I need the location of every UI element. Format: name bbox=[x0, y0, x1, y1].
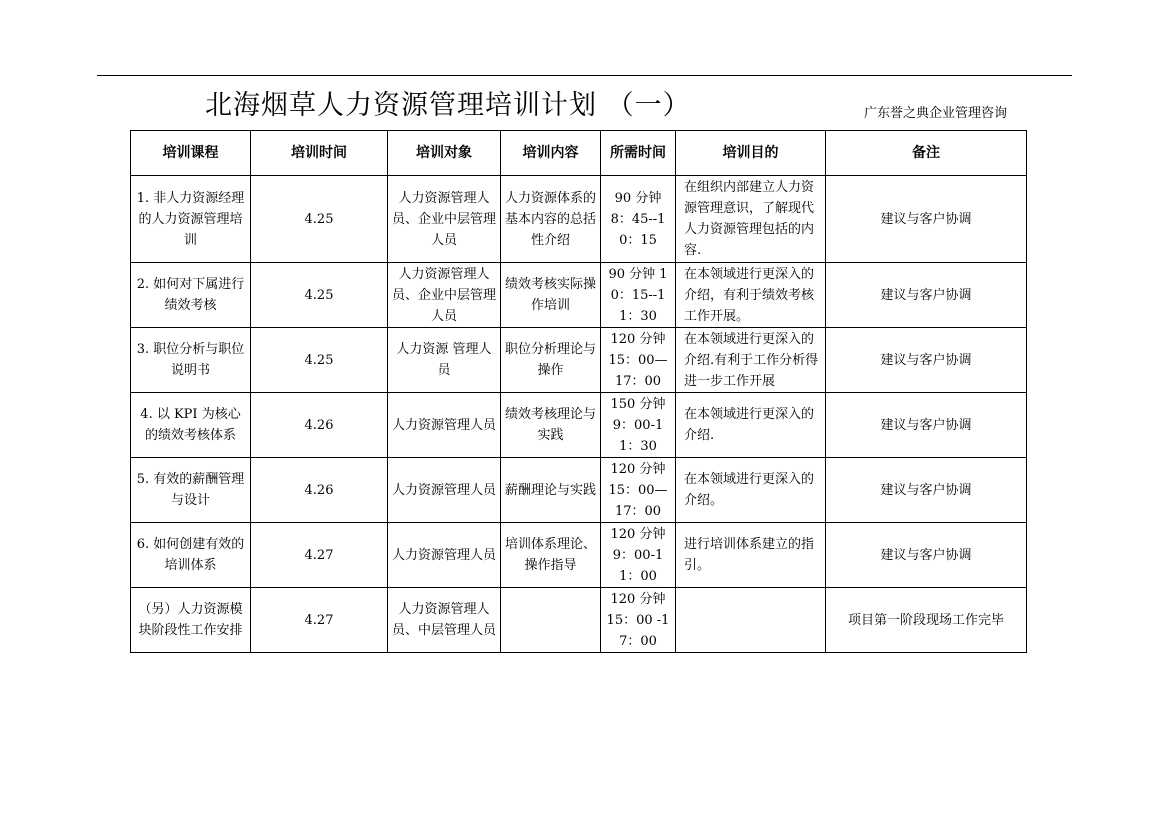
goal-cell: 进行培训体系建立的指引。 bbox=[676, 523, 826, 588]
audience-cell: 人力资源管理人员 bbox=[388, 393, 501, 458]
date-cell: 4.25 bbox=[251, 176, 388, 263]
table-row bbox=[131, 588, 1027, 653]
duration-cell: 90 分钟 10：15--11：30 bbox=[601, 263, 676, 328]
content-cell: 培训体系理论、操作指导 bbox=[501, 523, 601, 588]
header-audience: 培训对象 bbox=[388, 131, 501, 176]
duration-cell: 120 分钟 9：00-11：00 bbox=[601, 523, 676, 588]
note-cell: 建议与客户协调 bbox=[826, 393, 1027, 458]
note-cell: 建议与客户协调 bbox=[826, 176, 1027, 263]
content-cell: 薪酬理论与实践 bbox=[501, 458, 601, 523]
header-row bbox=[131, 131, 1027, 176]
note-cell: 建议与客户协调 bbox=[826, 458, 1027, 523]
table-row bbox=[131, 176, 1027, 263]
date-cell: 4.25 bbox=[251, 328, 388, 393]
content-cell: 职位分析理论与操作 bbox=[501, 328, 601, 393]
organization-name: 广东誉之典企业管理咨询 bbox=[864, 106, 1008, 121]
document-title: 北海烟草人力资源管理培训计划 （一） bbox=[205, 90, 691, 121]
header-content: 培训内容 bbox=[501, 131, 601, 176]
note-cell: 建议与客户协调 bbox=[826, 523, 1027, 588]
date-cell: 4.26 bbox=[251, 393, 388, 458]
audience-cell: 人力资源管理人员 bbox=[388, 523, 501, 588]
audience-cell: 人力资源 管理人员 bbox=[388, 328, 501, 393]
content-cell: 人力资源体系的基本内容的总括性介绍 bbox=[501, 176, 601, 263]
table-row bbox=[131, 328, 1027, 393]
table-row bbox=[131, 393, 1027, 458]
top-rule bbox=[97, 75, 1072, 76]
course-cell: 3. 职位分析与职位说明书 bbox=[131, 328, 251, 393]
goal-cell bbox=[676, 588, 826, 653]
goal-cell: 在本领域进行更深入的介绍。 bbox=[676, 458, 826, 523]
table-row bbox=[131, 458, 1027, 523]
goal-cell: 在组织内部建立人力资源管理意识，了解现代人力资源管理包括的内容. bbox=[676, 176, 826, 263]
note-cell: 建议与客户协调 bbox=[826, 328, 1027, 393]
course-cell: 5. 有效的薪酬管理与设计 bbox=[131, 458, 251, 523]
course-cell: 1. 非人力资源经理的人力资源管理培训 bbox=[131, 176, 251, 263]
audience-cell: 人力资源管理人员、企业中层管理人员 bbox=[388, 176, 501, 263]
content-cell bbox=[501, 588, 601, 653]
goal-cell: 在本领域进行更深入的介绍. bbox=[676, 393, 826, 458]
date-cell: 4.26 bbox=[251, 458, 388, 523]
note-cell: 项目第一阶段现场工作完毕 bbox=[826, 588, 1027, 653]
header-goal: 培训目的 bbox=[676, 131, 826, 176]
course-cell: 6. 如何创建有效的培训体系 bbox=[131, 523, 251, 588]
date-cell: 4.25 bbox=[251, 263, 388, 328]
duration-cell: 150 分钟 9：00-11：30 bbox=[601, 393, 676, 458]
audience-cell: 人力资源管理人员、企业中层管理人员 bbox=[388, 263, 501, 328]
goal-cell: 在本领域进行更深入的介绍，有利于绩效考核工作开展。 bbox=[676, 263, 826, 328]
content-cell: 绩效考核理论与实践 bbox=[501, 393, 601, 458]
duration-cell: 90 分钟 8：45--10：15 bbox=[601, 176, 676, 263]
content-cell: 绩效考核实际操作培训 bbox=[501, 263, 601, 328]
course-cell: 2. 如何对下属进行绩效考核 bbox=[131, 263, 251, 328]
header-duration: 所需时间 bbox=[601, 131, 676, 176]
date-cell: 4.27 bbox=[251, 523, 388, 588]
course-cell: 4. 以 KPI 为核心的绩效考核体系 bbox=[131, 393, 251, 458]
table-row bbox=[131, 263, 1027, 328]
duration-cell: 120 分钟 15：00—17：00 bbox=[601, 328, 676, 393]
header-course: 培训课程 bbox=[131, 131, 251, 176]
goal-cell: 在本领域进行更深入的介绍.有利于工作分析得进一步工作开展 bbox=[676, 328, 826, 393]
note-cell: 建议与客户协调 bbox=[826, 263, 1027, 328]
training-plan-table bbox=[130, 130, 1027, 653]
table-row bbox=[131, 523, 1027, 588]
course-cell: （另）人力资源模块阶段性工作安排 bbox=[131, 588, 251, 653]
audience-cell: 人力资源管理人员、中层管理人员 bbox=[388, 588, 501, 653]
header-note: 备注 bbox=[826, 131, 1027, 176]
duration-cell: 120 分钟 15：00—17：00 bbox=[601, 458, 676, 523]
header-date: 培训时间 bbox=[251, 131, 388, 176]
duration-cell: 120 分钟 15：00 -17：00 bbox=[601, 588, 676, 653]
date-cell: 4.27 bbox=[251, 588, 388, 653]
audience-cell: 人力资源管理人员 bbox=[388, 458, 501, 523]
